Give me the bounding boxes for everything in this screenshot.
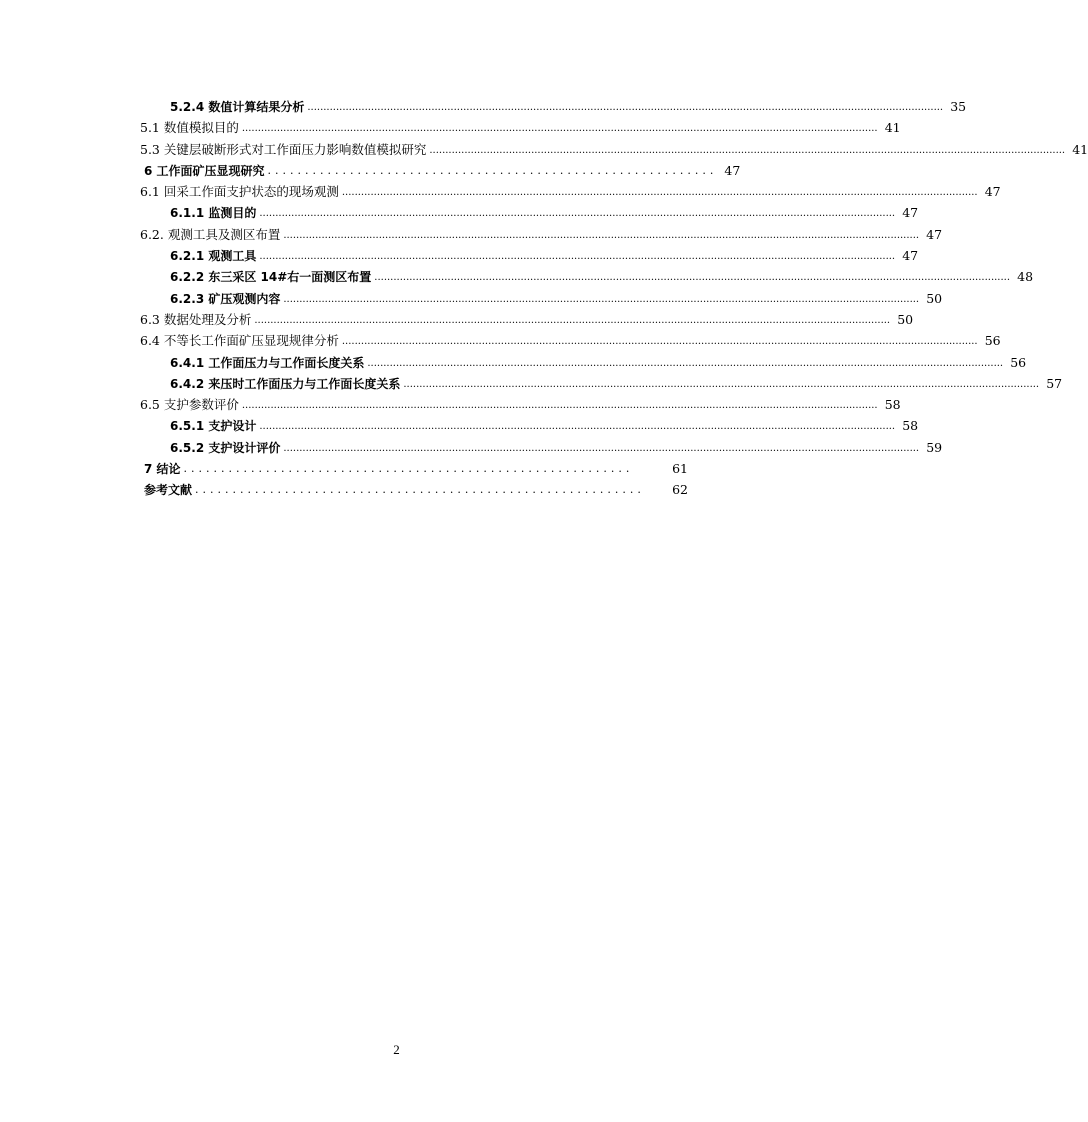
table-of-contents	[140, 96, 1088, 501]
toc-entry-title: 6.2. 观测工具及测区布置	[140, 226, 281, 242]
toc-entry-page: 47	[902, 248, 919, 264]
toc-dot-leader: ........................................................................................................................................................................................................	[367, 357, 1004, 369]
toc-dot-leader: ........................................................................................................................................................................................................	[254, 314, 891, 326]
toc-entry-title: 6.2.3 矿压观测内容	[170, 291, 281, 306]
toc-entry[interactable]	[140, 479, 688, 500]
toc-entry[interactable]	[140, 373, 1063, 394]
toc-entry-page: 56	[984, 333, 1001, 349]
toc-entry-title: 6.1.1 监测目的	[170, 206, 257, 221]
toc-entry-title: 7 结论	[144, 462, 181, 477]
toc-entry-page: 57	[1046, 375, 1063, 391]
toc-dot-leader: ........................................................................................................................................................................................................	[259, 251, 896, 263]
toc-entry[interactable]	[140, 160, 741, 181]
toc-entry-page: 47	[984, 184, 1001, 200]
toc-entry[interactable]	[140, 330, 1001, 351]
toc-entry-title: 6.4.1 工作面压力与工作面长度关系	[170, 355, 365, 370]
toc-dot-leader: ............................................................	[195, 483, 645, 497]
toc-dot-leader: ........................................................................................................................................................................................................	[241, 123, 878, 135]
toc-dot-leader: ........................................................................................................................................................................................................	[341, 336, 978, 348]
toc-entry-page: 56	[1010, 354, 1027, 370]
page-number: 2	[393, 1042, 400, 1057]
toc-entry[interactable]	[140, 181, 1001, 202]
toc-entry-page: 50	[897, 311, 914, 327]
toc-entry-page: 47	[724, 162, 741, 178]
toc-dot-leader: ........................................................................................................................................................................................................	[429, 144, 1066, 156]
toc-entry[interactable]	[140, 352, 1027, 373]
toc-entry-page: 41	[1072, 141, 1088, 157]
toc-entry[interactable]	[140, 245, 919, 266]
toc-entry[interactable]	[140, 288, 943, 309]
toc-dot-leader: ........................................................................................................................................................................................................	[283, 229, 920, 241]
toc-dot-leader: ........................................................................................................................................................................................................	[283, 293, 920, 305]
toc-entry-title: 5.1 数值模拟目的	[140, 120, 239, 136]
toc-entry-page: 62	[672, 482, 688, 498]
toc-entry-title: 6 工作面矿压显现研究	[144, 163, 265, 178]
toc-entry-page: 50	[926, 290, 943, 306]
toc-dot-leader: ........................................................................................................................................................................................................	[259, 421, 896, 433]
toc-entry[interactable]	[140, 415, 919, 436]
toc-dot-leader: ........................................................................................................................................................................................................	[374, 272, 1011, 284]
toc-entry-title: 6.2.2 东三采区 14#右一面测区布置	[170, 270, 372, 285]
toc-entry-title: 6.5.1 支护设计	[170, 419, 257, 434]
toc-dot-leader: ........................................................................................................................................................................................................	[341, 187, 978, 199]
toc-entry[interactable]	[140, 309, 914, 330]
toc-entry-page: 58	[884, 397, 901, 413]
toc-entry[interactable]	[140, 96, 967, 117]
toc-dot-leader: ........................................................................................................................................................................................................	[283, 442, 920, 454]
toc-entry[interactable]	[140, 437, 943, 458]
toc-entry-title: 5.2.4 数值计算结果分析	[170, 100, 305, 114]
toc-entry-page: 47	[926, 226, 943, 242]
toc-entry-title: 6.5 支护参数评价	[140, 397, 239, 413]
toc-dot-leader: ........................................................................................................................................................................................................	[403, 378, 1040, 390]
toc-entry[interactable]	[140, 139, 1088, 160]
toc-entry[interactable]	[140, 458, 688, 479]
toc-entry[interactable]	[140, 224, 943, 245]
toc-entry[interactable]	[140, 117, 901, 138]
toc-entry[interactable]	[140, 394, 901, 415]
toc-dot-leader: ........................................................................................................................................................................................................	[241, 400, 878, 412]
toc-entry-title: 6.4.2 来压时工作面压力与工作面长度关系	[170, 376, 401, 391]
toc-entry-page: 41	[884, 120, 901, 136]
toc-entry-title: 6.1 回采工作面支护状态的现场观测	[140, 184, 339, 200]
toc-entry[interactable]	[140, 202, 919, 223]
toc-entry-page: 58	[902, 418, 919, 434]
toc-entry[interactable]	[140, 266, 1034, 287]
toc-entry-title: 5.3 关键层破断形式对工作面压力影响数值模拟研究	[140, 141, 427, 157]
toc-dot-leader: ............................................................	[183, 462, 634, 476]
toc-dot-leader: ............................................................	[267, 163, 718, 177]
toc-entry-title: 6.4 不等长工作面矿压显现规律分析	[140, 333, 339, 349]
toc-entry-page: 47	[902, 205, 919, 221]
toc-entry-page: 61	[672, 461, 688, 477]
toc-dot-leader: ........................................................................................................................................................................................................	[259, 208, 896, 220]
toc-dot-leader: ........................................................................................................................................................................................................	[307, 102, 944, 113]
toc-entry-page: 48	[1017, 269, 1034, 285]
toc-entry-title: 参考文献	[144, 483, 193, 498]
toc-entry-page: 59	[926, 439, 943, 455]
toc-entry-title: 6.5.2 支护设计评价	[170, 440, 281, 455]
toc-entry-title: 6.2.1 观测工具	[170, 249, 257, 264]
toc-entry-title: 6.3 数据处理及分析	[140, 311, 252, 327]
toc-entry-page: 35	[950, 99, 967, 114]
